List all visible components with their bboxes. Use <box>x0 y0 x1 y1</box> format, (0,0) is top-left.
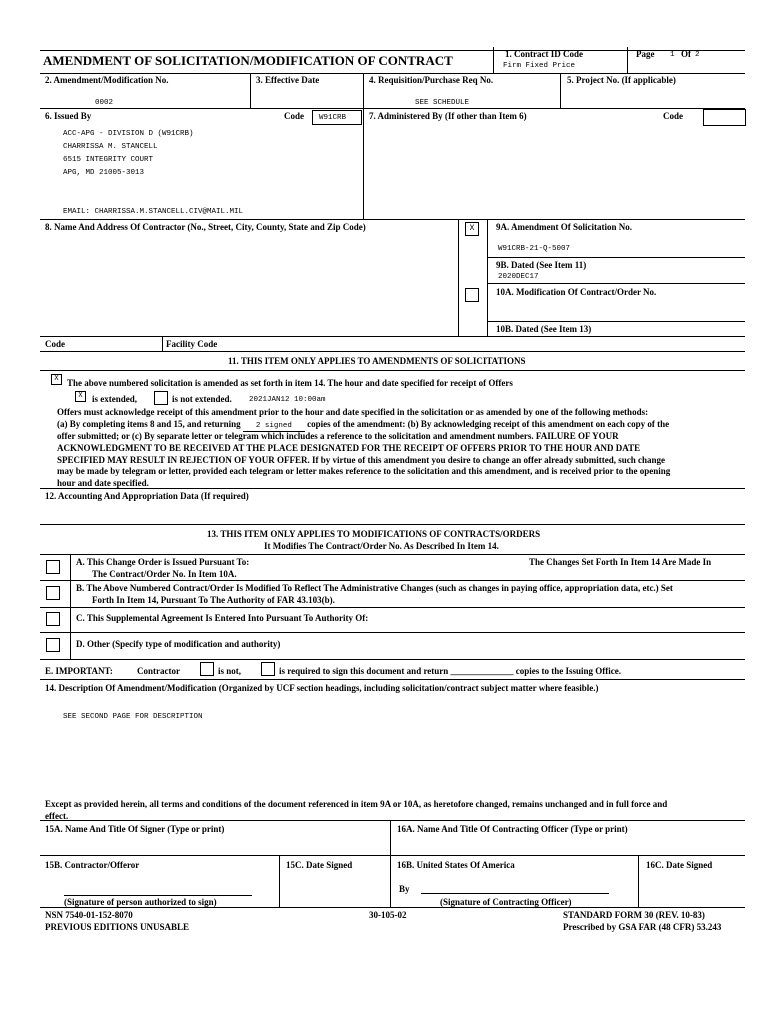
item13d-label: D. Other (Specify type of modification and authority) <box>76 639 281 649</box>
issued-by-label: 6. Issued By <box>45 111 92 121</box>
officer-signature-line[interactable] <box>421 893 609 894</box>
dated-10b-label: 10B. Dated (See Item 13) <box>496 324 592 334</box>
signer-name-label: 15A. Name And Title Of Signer (Type or print) <box>45 824 225 834</box>
previous-editions: PREVIOUS EDITIONS UNUSABLE <box>45 922 190 932</box>
item13a-line-2: The Contract/Order No. In Item 10A. <box>92 569 237 579</box>
item13b-line-1: B. The Above Numbered Contract/Order Is Modified To Reflect The Administrative Changes (such as changes in paying office, appropriation data, etc.) Set <box>76 583 673 593</box>
effective-date-label: 3. Effective Date <box>256 75 320 85</box>
issued-by-line-4: APG, MD 21005-3013 <box>63 169 145 177</box>
of-label: Of <box>681 49 691 59</box>
amendment-no-value: 0002 <box>95 99 114 107</box>
requisition-value: SEE SCHEDULE <box>415 99 470 107</box>
except-line-1: Except as provided herein, all terms and conditions of the document referenced in item 9A or 10A, as heretofore changed, remains unchanged and in full force and <box>45 799 668 809</box>
administered-by-code-label: Code <box>663 111 683 121</box>
amendment-checkbox[interactable]: X <box>465 222 479 236</box>
item11-line-6: SPECIFIED MAY RESULT IN REJECTION OF YOUR OFFER. If by virtue of this amendment you desire to change an offer already submitted, such change <box>57 455 665 465</box>
copies-value: 2 signed <box>243 422 305 432</box>
important-contractor: Contractor <box>137 666 180 676</box>
item11-heading: 11. THIS ITEM ONLY APPLIES TO AMENDMENTS OF SOLICITATIONS <box>228 356 526 366</box>
dated-9b-value: 2020DEC17 <box>498 273 539 281</box>
important-label: E. IMPORTANT: <box>45 666 113 676</box>
description-label: 14. Description Of Amendment/Modification (Organized by UCF section headings, including solicitation/contract subject matter where feasible.) <box>45 683 599 693</box>
page-label: Page <box>636 49 655 59</box>
not-extended-label: is not extended. <box>172 394 232 404</box>
accounting-label: 12. Accounting And Appropriation Data (If required) <box>45 491 249 501</box>
officer-name-label: 16A. Name And Title Of Contracting Officer (Type or print) <box>397 824 628 834</box>
form-code: 30-105-02 <box>369 910 407 920</box>
issued-by-line-2: CHARRISSA M. STANCELL <box>63 143 158 151</box>
issued-by-code-box <box>312 110 362 125</box>
signature-person-caption: (Signature of person authorized to sign) <box>64 897 217 907</box>
administrative-change-checkbox[interactable] <box>46 586 60 600</box>
item11-line-8: hour and date specified. <box>57 478 149 488</box>
project-no-label: 5. Project No. (If applicable) <box>567 75 676 85</box>
not-extended-checkbox[interactable] <box>154 391 168 405</box>
except-line-2: effect. <box>45 811 69 821</box>
administered-by-code-box <box>703 109 746 126</box>
item11-line-1: The above numbered solicitation is amended as set forth in item 14. The hour and date specified for receipt of Offers <box>67 378 513 388</box>
solicitation-amended-checkbox[interactable]: X <box>51 374 62 385</box>
date-signed-15c-label: 15C. Date Signed <box>286 860 353 870</box>
modification-label: 10A. Modification Of Contract/Order No. <box>496 287 657 297</box>
nsn-number: NSN 7540-01-152-8070 <box>45 910 133 920</box>
item13a-right: The Changes Set Forth In Item 14 Are Made In <box>529 557 712 567</box>
issued-by-line-1: ACC-APG - DIVISION D (W91CRB) <box>63 130 194 138</box>
contract-id-value: Firm Fixed Price <box>503 62 576 70</box>
amendment-no-label: 2. Amendment/Modification No. <box>45 75 169 85</box>
contractor-code-label: Code <box>45 339 65 349</box>
issued-by-email: EMAIL: CHARRISSA.M.STANCELL.CIV@MAIL.MIL <box>63 208 244 216</box>
modification-checkbox[interactable] <box>465 288 479 302</box>
item11-line-2: Offers must acknowledge receipt of this amendment prior to the hour and date specified in the solicitation or as amended by one of the following methods: <box>57 407 649 417</box>
change-order-checkbox[interactable] <box>46 560 60 574</box>
usa-label: 16B. United States Of America <box>397 860 515 870</box>
is-not-checkbox[interactable] <box>200 662 214 676</box>
item11-line-4: offer submitted; or (c) By separate letter or telegram which includes a reference to the solicitation and amendment numbers. FAILURE OF YOUR <box>57 431 619 441</box>
prescribed-by: Prescribed by GSA FAR (48 CFR) 53.243 <box>563 922 722 932</box>
important-is-not: is not, <box>218 666 242 676</box>
item13b-line-2: Forth In Item 14, Pursuant To The Authority of FAR 43.103(b). <box>92 595 335 605</box>
supplemental-agreement-checkbox[interactable] <box>46 612 60 626</box>
administered-by-label: 7. Administered By (If other than Item 6) <box>369 111 527 121</box>
description-value: SEE SECOND PAGE FOR DESCRIPTION <box>63 713 203 721</box>
item11-line-3b: copies of the amendment: (b) By acknowledging receipt of this amendment on each copy of the <box>307 419 670 429</box>
item11-line-5: ACKNOWLEDGMENT TO BE RECEIVED AT THE PLACE DESIGNATED FOR THE RECEIPT OF OFFERS PRIOR TO THE HOUR AND DATE <box>57 443 641 453</box>
extended-checkbox[interactable]: X <box>75 391 86 402</box>
item13c-label: C. This Supplemental Agreement Is Entered Into Pursuant To Authority Of: <box>76 613 369 623</box>
page-number: 1 <box>670 51 675 59</box>
important-is-required: is required to sign this document and return ______________ copies to the Issuing Office. <box>279 666 622 676</box>
issued-by-code-value: W91CRB <box>319 114 347 122</box>
amendment-solicitation-label: 9A. Amendment Of Solicitation No. <box>496 222 632 232</box>
item13-subheading: It Modifies The Contract/Order No. As Described In Item 14. <box>264 541 499 551</box>
contractor-offeror-label: 15B. Contractor/Offeror <box>45 860 140 870</box>
other-modification-checkbox[interactable] <box>46 638 60 652</box>
standard-form-label: STANDARD FORM 30 (REV. 10-83) <box>563 910 705 920</box>
item11-line-7: may be made by telegram or letter, provided each telegram or letter makes reference to the solicitation and this amendment, and is received prior to the opening <box>57 466 671 476</box>
item13a-label: A. This Change Order is Issued Pursuant To: <box>76 557 250 567</box>
signature-officer-caption: (Signature of Contracting Officer) <box>440 897 572 907</box>
item13-heading: 13. THIS ITEM ONLY APPLIES TO MODIFICATIONS OF CONTRACTS/ORDERS <box>207 529 541 539</box>
amendment-solicitation-value: W91CRB-21-Q-5007 <box>498 245 571 253</box>
is-required-checkbox[interactable] <box>261 662 275 676</box>
issued-by-code-label: Code <box>284 111 304 121</box>
contract-id-label: 1. Contract ID Code <box>505 49 583 59</box>
item11-line-3a: (a) By completing items 8 and 15, and returning <box>57 419 241 429</box>
requisition-label: 4. Requisition/Purchase Req No. <box>369 75 494 85</box>
issued-by-line-3: 6515 INTEGRITY COURT <box>63 156 154 164</box>
contractor-label: 8. Name And Address Of Contractor (No., Street, City, County, State and Zip Code) <box>45 222 366 232</box>
offer-date-value: 2021JAN12 10:00am <box>249 396 326 404</box>
date-signed-16c-label: 16C. Date Signed <box>646 860 713 870</box>
facility-code-label: Facility Code <box>166 339 218 349</box>
form-title: AMENDMENT OF SOLICITATION/MODIFICATION OF CONTRACT <box>43 53 453 68</box>
dated-9b-label: 9B. Dated (See Item 11) <box>496 260 587 270</box>
contractor-signature-line[interactable] <box>64 895 252 896</box>
page-total: 2 <box>695 51 700 59</box>
by-label: By <box>399 884 410 894</box>
extended-label: is extended, <box>92 394 137 404</box>
